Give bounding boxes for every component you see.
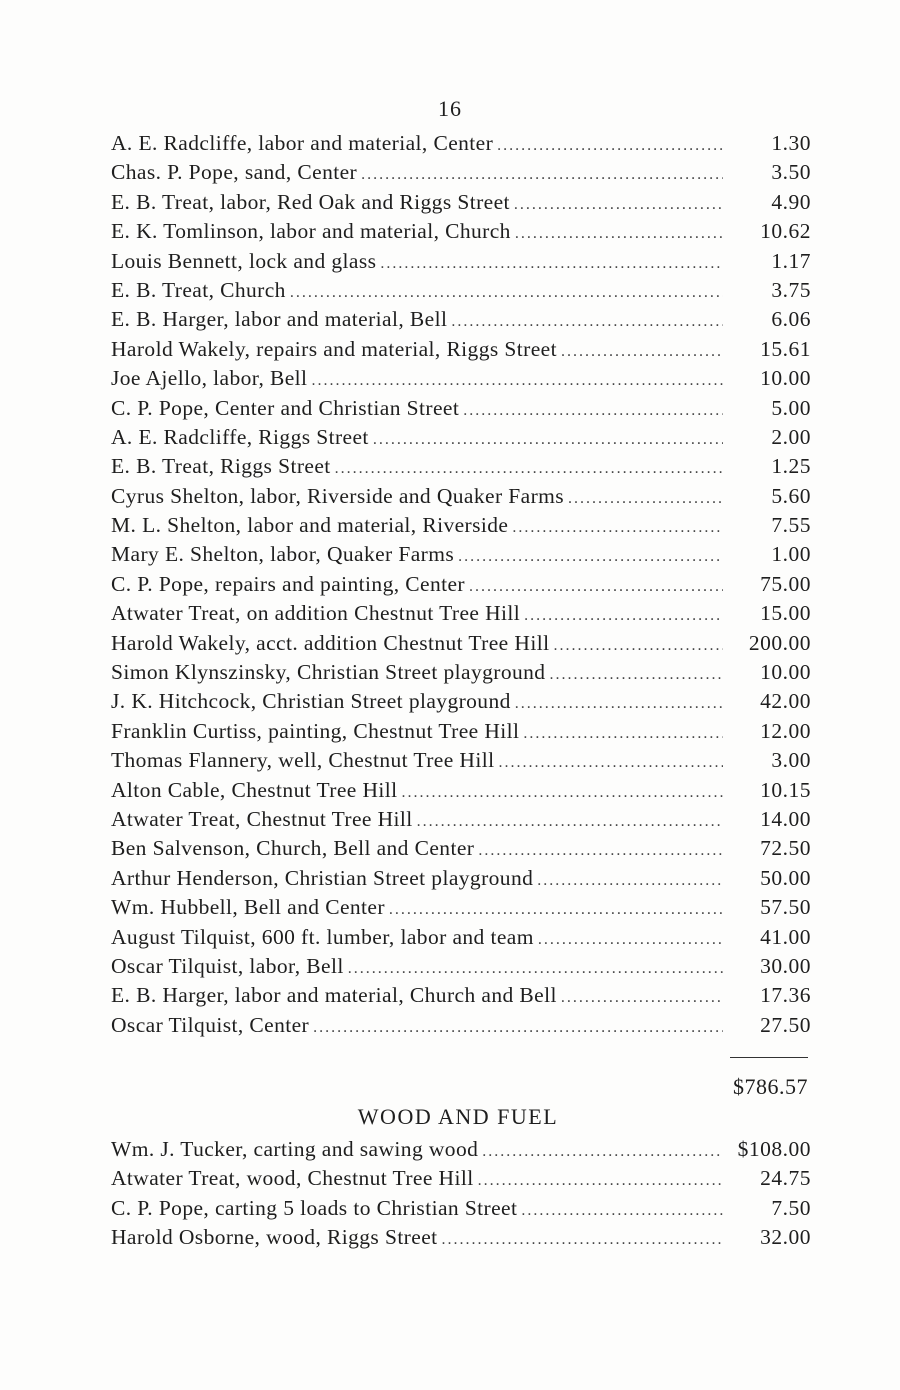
entry-amount: 32.00 bbox=[760, 1225, 811, 1250]
entry-amount: 75.00 bbox=[760, 571, 811, 596]
dot-leader bbox=[523, 725, 723, 743]
expense-row bbox=[111, 689, 811, 718]
dot-leader bbox=[335, 460, 723, 478]
expense-row bbox=[111, 778, 811, 807]
entry-description: Thomas Flannery, well, Chestnut Tree Hill bbox=[111, 748, 495, 773]
expense-row bbox=[111, 366, 811, 395]
dot-leader bbox=[463, 402, 723, 420]
dot-leader bbox=[442, 1231, 723, 1249]
entry-amount: 50.00 bbox=[760, 865, 811, 890]
dot-leader bbox=[380, 255, 723, 273]
dot-leader bbox=[537, 872, 723, 890]
dot-leader bbox=[478, 1172, 723, 1190]
entry-description: Harold Wakely, acct. addition Chestnut Tree Hill bbox=[111, 630, 550, 655]
wood-fuel-list bbox=[111, 1137, 811, 1255]
dot-leader bbox=[451, 313, 723, 331]
expense-row bbox=[111, 925, 811, 954]
entry-amount: 1.25 bbox=[771, 454, 811, 479]
entry-description: Louis Bennett, lock and glass bbox=[111, 248, 377, 273]
entry-description: Harold Wakely, repairs and material, Riggs Street bbox=[111, 336, 557, 361]
entry-description: A. E. Radcliffe, Riggs Street bbox=[111, 424, 369, 449]
entry-amount: 17.36 bbox=[760, 983, 811, 1008]
entry-description: Franklin Curtiss, painting, Chestnut Tree Hill bbox=[111, 718, 520, 743]
entry-description: Simon Klynszinsky, Christian Street playground bbox=[111, 660, 546, 685]
expense-row bbox=[111, 895, 811, 924]
expense-row bbox=[111, 337, 811, 366]
entry-description: E. K. Tomlinson, labor and material, Church bbox=[111, 219, 511, 244]
entry-description: Alton Cable, Chestnut Tree Hill bbox=[111, 777, 398, 802]
expense-row bbox=[111, 190, 811, 219]
entry-amount: 3.50 bbox=[771, 160, 811, 185]
expense-row bbox=[111, 278, 811, 307]
entry-amount: 6.06 bbox=[771, 307, 811, 332]
dot-leader bbox=[478, 842, 723, 860]
entry-description: Atwater Treat, on addition Chestnut Tree Hill bbox=[111, 601, 521, 626]
dot-leader bbox=[521, 1202, 723, 1220]
expense-row bbox=[111, 748, 811, 777]
entry-amount: 15.00 bbox=[760, 601, 811, 626]
entry-description: E. B. Harger, labor and material, Church and Bell bbox=[111, 983, 557, 1008]
dot-leader bbox=[313, 1019, 723, 1037]
entry-amount: 10.00 bbox=[760, 660, 811, 685]
expense-row bbox=[111, 572, 811, 601]
dot-leader bbox=[417, 813, 723, 831]
entry-description: Joe Ajello, labor, Bell bbox=[111, 366, 308, 391]
expense-row bbox=[111, 836, 811, 865]
page-number: 16 bbox=[438, 96, 462, 121]
entry-amount: 4.90 bbox=[771, 189, 811, 214]
entry-amount: 42.00 bbox=[760, 689, 811, 714]
dot-leader bbox=[469, 578, 723, 596]
dot-leader bbox=[389, 901, 723, 919]
dot-leader bbox=[402, 784, 723, 802]
expense-row bbox=[111, 454, 811, 483]
dot-leader bbox=[514, 196, 723, 214]
expense-row bbox=[111, 484, 811, 513]
entry-amount: 7.55 bbox=[771, 513, 811, 538]
entry-amount: $108.00 bbox=[737, 1137, 811, 1161]
dot-leader bbox=[515, 225, 723, 243]
dot-leader bbox=[549, 666, 723, 684]
entry-description: E. B. Harger, labor and material, Bell bbox=[111, 307, 448, 332]
entry-amount: 1.30 bbox=[771, 131, 811, 155]
expense-row bbox=[111, 1225, 811, 1254]
entry-amount: 1.00 bbox=[771, 542, 811, 567]
entry-description: August Tilquist, 600 ft. lumber, labor and team bbox=[111, 924, 534, 949]
entry-description: Atwater Treat, wood, Chestnut Tree Hill bbox=[111, 1166, 474, 1191]
entry-description: Oscar Tilquist, Center bbox=[111, 1012, 310, 1037]
entry-amount: 3.75 bbox=[771, 277, 811, 302]
expense-row bbox=[111, 601, 811, 630]
expense-row bbox=[111, 660, 811, 689]
dot-leader bbox=[512, 519, 723, 537]
expense-row bbox=[111, 1013, 811, 1042]
entry-amount: 10.00 bbox=[760, 366, 811, 391]
entry-description: C. P. Pope, repairs and painting, Center bbox=[111, 571, 465, 596]
entry-amount: 10.15 bbox=[760, 777, 811, 802]
entry-amount: 200.00 bbox=[748, 630, 811, 655]
entry-amount: 41.00 bbox=[760, 924, 811, 949]
expense-row bbox=[111, 513, 811, 542]
entry-description: E. B. Treat, labor, Red Oak and Riggs Street bbox=[111, 189, 510, 214]
entry-description: Wm. Hubbell, Bell and Center bbox=[111, 895, 385, 920]
entry-description: Ben Salvenson, Church, Bell and Center bbox=[111, 836, 475, 861]
entry-amount: 14.00 bbox=[760, 806, 811, 831]
dot-leader bbox=[568, 490, 723, 508]
expense-row bbox=[111, 219, 811, 248]
expense-row bbox=[111, 249, 811, 278]
dot-leader bbox=[458, 548, 723, 566]
dot-leader bbox=[497, 137, 723, 155]
expense-row bbox=[111, 954, 811, 983]
entry-amount: 5.00 bbox=[771, 395, 811, 420]
expense-row bbox=[111, 131, 811, 160]
entry-description: M. L. Shelton, labor and material, Riverside bbox=[111, 513, 509, 538]
dot-leader bbox=[498, 754, 723, 772]
dot-leader bbox=[553, 637, 723, 655]
entry-description: C. P. Pope, Center and Christian Street bbox=[111, 395, 460, 420]
dot-leader bbox=[561, 343, 723, 361]
expense-row bbox=[111, 396, 811, 425]
expense-row bbox=[111, 983, 811, 1012]
dot-leader bbox=[561, 989, 723, 1007]
wood-and-fuel-heading: WOOD AND FUEL bbox=[357, 1104, 559, 1129]
entry-amount: 7.50 bbox=[771, 1195, 811, 1220]
entry-description: Wm. J. Tucker, carting and sawing wood bbox=[111, 1137, 479, 1161]
entry-amount: 30.00 bbox=[760, 953, 811, 978]
entry-description: Oscar Tilquist, labor, Bell bbox=[111, 953, 344, 978]
expense-row bbox=[111, 1166, 811, 1195]
entry-description: Mary E. Shelton, labor, Quaker Farms bbox=[111, 542, 455, 567]
entry-description: C. P. Pope, carting 5 loads to Christian Street bbox=[111, 1195, 518, 1220]
entry-amount: 57.50 bbox=[760, 895, 811, 920]
expense-row bbox=[111, 719, 811, 748]
dot-leader bbox=[482, 1143, 723, 1161]
entry-description: E. B. Treat, Church bbox=[111, 277, 286, 302]
entry-description: Cyrus Shelton, labor, Riverside and Quaker Farms bbox=[111, 483, 565, 508]
dot-leader bbox=[538, 931, 723, 949]
dot-leader bbox=[361, 166, 723, 184]
expense-row bbox=[111, 631, 811, 660]
dot-leader bbox=[524, 607, 723, 625]
entry-description: Harold Osborne, wood, Riggs Street bbox=[111, 1225, 438, 1250]
expense-row bbox=[111, 425, 811, 454]
entry-amount: 72.50 bbox=[760, 836, 811, 861]
entry-amount: 2.00 bbox=[771, 424, 811, 449]
dot-leader bbox=[515, 695, 723, 713]
entry-amount: 15.61 bbox=[760, 336, 811, 361]
entry-description: Chas. P. Pope, sand, Center bbox=[111, 160, 358, 185]
entry-description: Arthur Henderson, Christian Street playground bbox=[111, 865, 534, 890]
total-rule bbox=[730, 1057, 808, 1058]
dot-leader bbox=[311, 372, 723, 390]
expense-row bbox=[111, 307, 811, 336]
entry-amount: 27.50 bbox=[760, 1012, 811, 1037]
dot-leader bbox=[348, 960, 723, 978]
dot-leader bbox=[290, 284, 723, 302]
entry-amount: 10.62 bbox=[760, 219, 811, 244]
expense-row bbox=[111, 807, 811, 836]
entry-amount: 5.60 bbox=[771, 483, 811, 508]
expense-row bbox=[111, 542, 811, 571]
entry-description: J. K. Hitchcock, Christian Street playground bbox=[111, 689, 511, 714]
expense-row bbox=[111, 1196, 811, 1225]
entry-description: Atwater Treat, Chestnut Tree Hill bbox=[111, 806, 413, 831]
section-total: $786.57 bbox=[733, 1074, 808, 1099]
entry-amount: 24.75 bbox=[760, 1166, 811, 1191]
entry-description: E. B. Treat, Riggs Street bbox=[111, 454, 331, 479]
expense-row bbox=[111, 160, 811, 189]
expense-row bbox=[111, 1137, 811, 1166]
entry-amount: 3.00 bbox=[771, 748, 811, 773]
entry-amount: 12.00 bbox=[760, 718, 811, 743]
entry-description: A. E. Radcliffe, labor and material, Center bbox=[111, 131, 494, 155]
dot-leader bbox=[373, 431, 723, 449]
expense-row bbox=[111, 866, 811, 895]
expense-list bbox=[111, 131, 811, 1042]
entry-amount: 1.17 bbox=[771, 248, 811, 273]
